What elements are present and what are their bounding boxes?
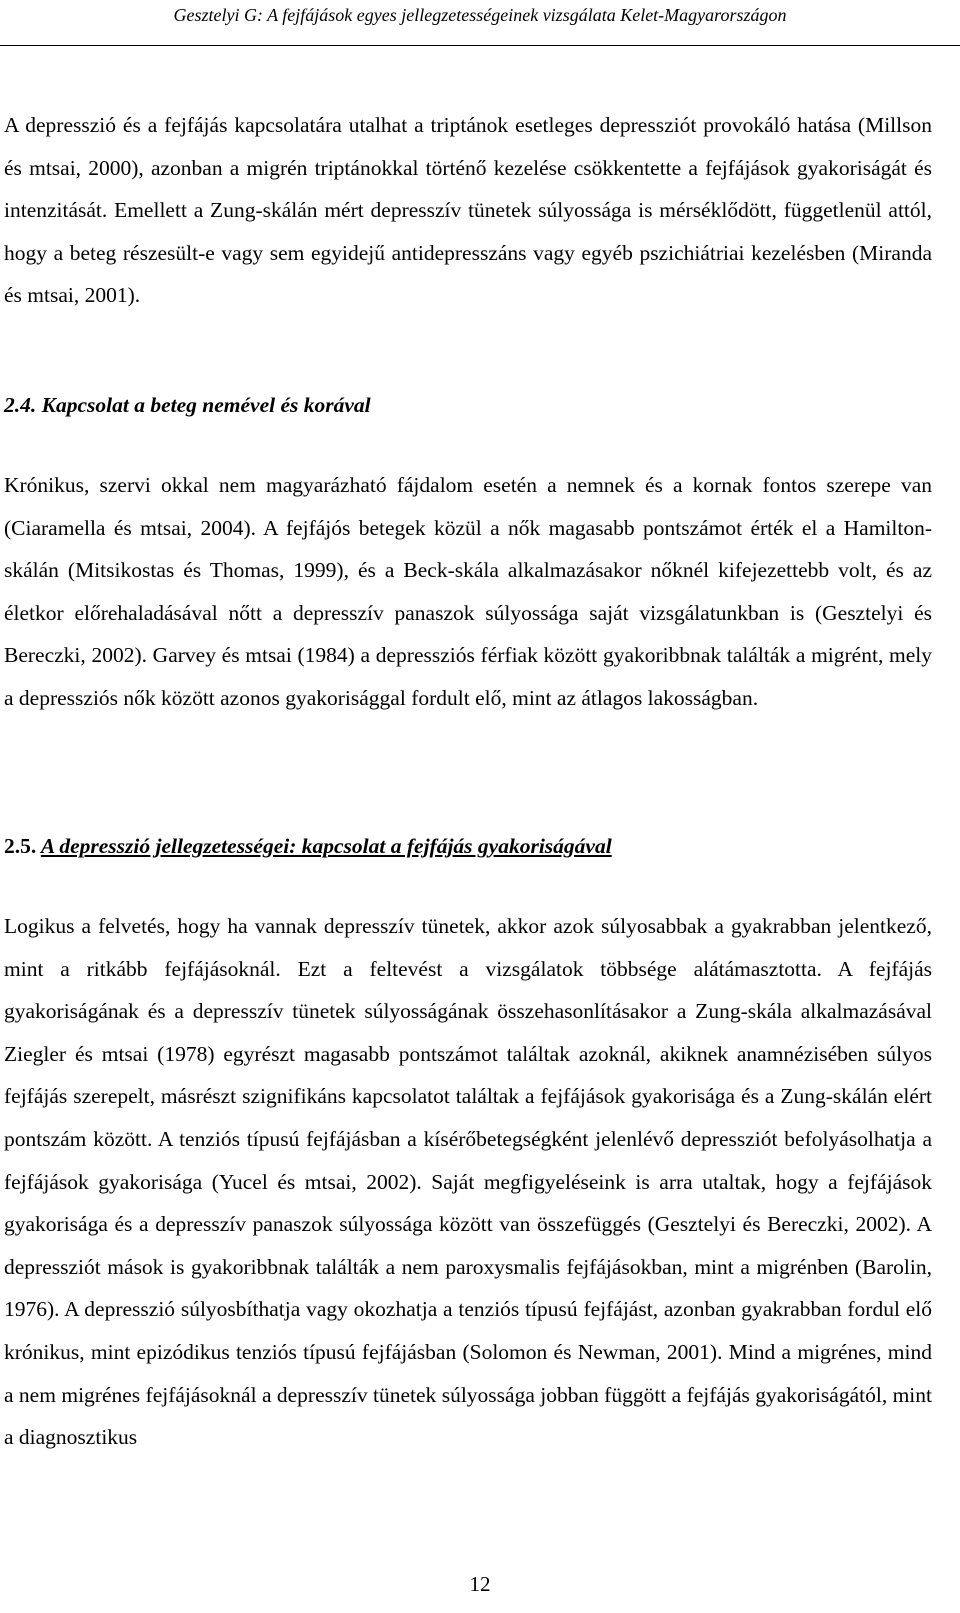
running-title: Gesztelyi G: A fejfájások egyes jellegzetességeinek vizsgálata Kelet-Magyarországon — [173, 5, 787, 25]
section-heading-2-5 — [4, 831, 612, 861]
section-number: 2.4. — [4, 393, 37, 417]
paragraph-frequency: Logikus a felvetés, hogy ha vannak depresszív tünetek, akkor azok súlyosabbak a gyakrabban jelentkező, mint a ritkább fejfájásoknál. Ezt a feltevést a vizsgálatok többsége alátámasztotta. A fejfájás gyakoriságának és a depresszív tünetek súlyosságának összehasonlításakor a Zung-skála alkalmazásával Ziegler és mtsai (1978) egyrészt magasabb pontszámot találtak azoknál, akiknek anamnézisében súlyos fejfájás szerepelt, másrészt szignifikáns kapcsolatot találtak a fejfájások gyakorisága és a Zung-skálán elért pontszám között. A tenziós típusú fejfájásban a kísérőbetegségként jelenlévő depressziót befolyásolhatja a fejfájások gyakorisága (Yucel és mtsai, 2002). Saját megfigyeléseink is arra utaltak, hogy a fejfájások gyakorisága és a depresszív panaszok súlyossága között van összefüggés (Gesztelyi és Bereczki, 2002). A depressziót mások is gyakoribbnak találták a nem paroxysmalis fejfájásokban, mint a migrénben (Barolin, 1976). A depresszió súlyosbíthatja vagy okozhatja a tenziós típusú fejfájást, azonban gyakrabban fordul elő krónikus, mint epizódikus tenziós típusú fejfájásban (Solomon és Newman, 2001). Mind a migrénes, mind a nem migrénes fejfájásoknál a depresszív tünetek súlyossága jobban függött a fejfájás gyakoriságától, mint a diagnosztikus — [4, 914, 932, 1450]
paragraph-triptan-depression: A depresszió és a fejfájás kapcsolatára utalhat a triptánok esetleges depressziót provokáló hatása (Millson és mtsai, 2000), azonban a migrén triptánokkal történő kezelése csökkentette a fejfájások gyakoriságát és intenzitását. Emellett a Zung-skálán mért depresszív tünetek súlyossága is mérséklődött, függetlenül attól, hogy a beteg részesült-e vagy sem egyidejű antidepresszáns vagy egyéb pszichiátriai kezelésben (Miranda és mtsai, 2001). — [4, 113, 932, 308]
section-title: A depresszió jellegzetességei: kapcsolat a fejfájás gyakoriságával — [40, 834, 612, 858]
section-number: 2.5. — [4, 834, 37, 858]
running-header — [0, 0, 960, 46]
section-heading-2-4 — [4, 390, 371, 420]
paragraph-sex-age: Krónikus, szervi okkal nem magyarázható fájdalom esetén a nemnek és a kornak fontos szerepe van (Ciaramella és mtsai, 2004). A fejfájós betegek közül a nők magasabb pontszámot érték el a Hamilton-skálán (Mitsikostas és Thomas, 1999), és a Beck-skála alkalmazásakor nőknél kifejezettebb volt, és az életkor előrehaladásával nőtt a depresszív panaszok súlyossága saját vizsgálatunkban is (Gesztelyi és Bereczki, 2002). Garvey és mtsai (1984) a depressziós férfiak között gyakoribbnak találták a migrént, mely a depressziós nők között azonos gyakorisággal fordult elő, mint az átlagos lakosságban. — [4, 473, 932, 710]
page-number: 12 — [469, 1572, 491, 1596]
section-title: Kapcsolat a beteg nemével és korával — [41, 393, 371, 417]
